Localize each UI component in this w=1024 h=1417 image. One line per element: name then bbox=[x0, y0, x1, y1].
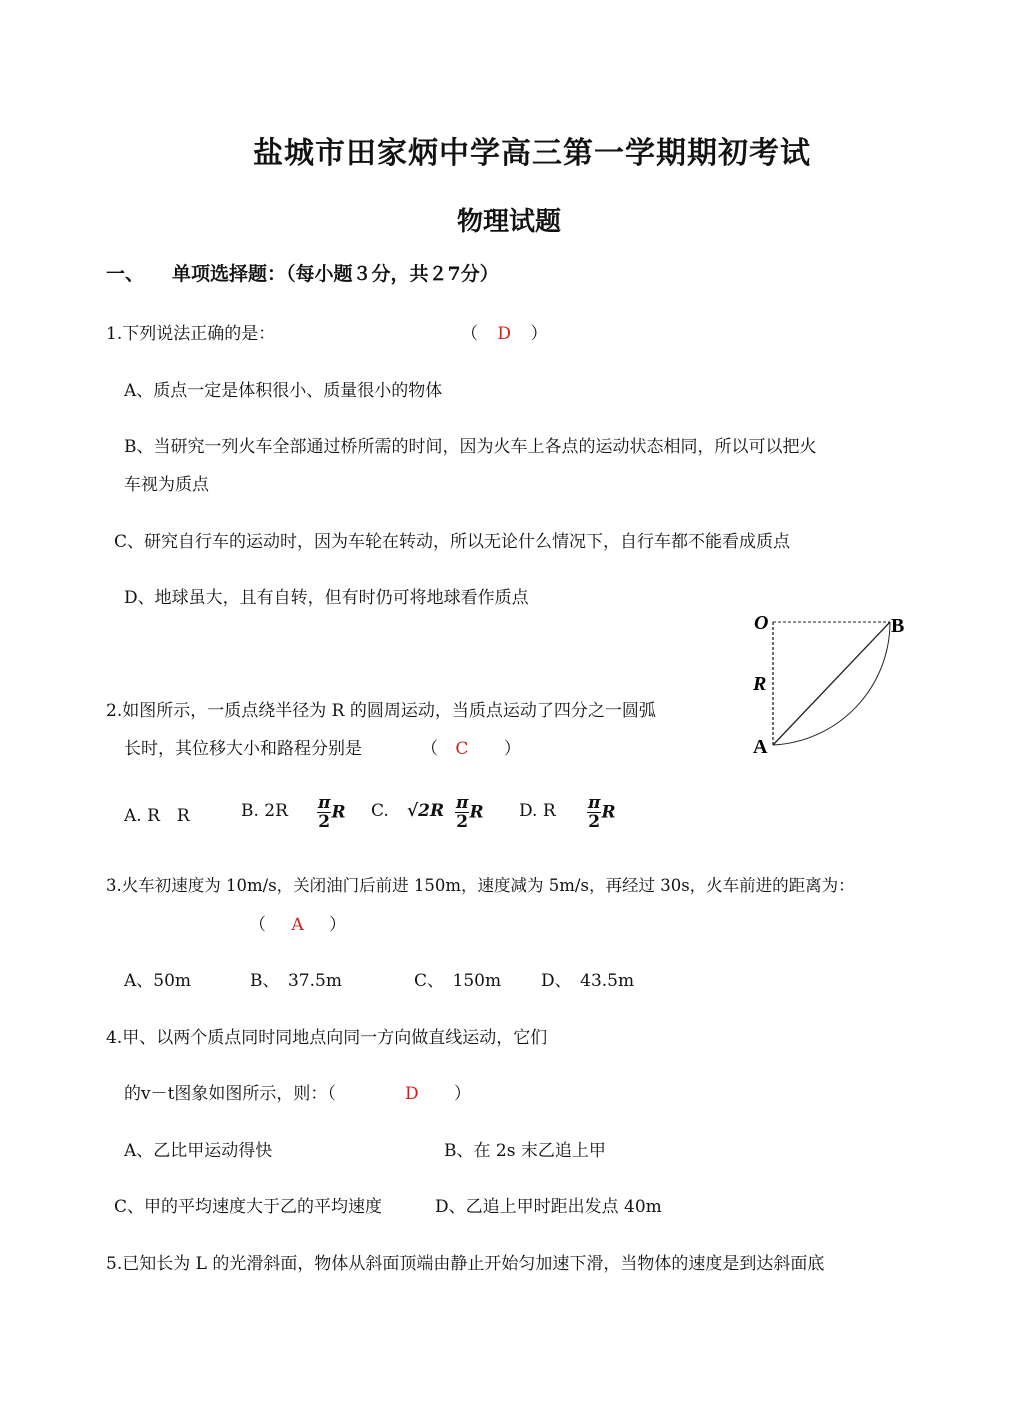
q2-stem-line1: 2.如图所示，一质点绕半径为 R 的圆周运动，当质点运动了四分之一圆弧 bbox=[106, 701, 656, 721]
q2-option-b-fraction bbox=[317, 794, 346, 831]
fraction bbox=[455, 794, 469, 831]
q4-option-a: A、乙比甲运动得快 bbox=[124, 1141, 273, 1161]
q2-option-d: D. R bbox=[519, 801, 556, 821]
q3-option-a: A、50m bbox=[124, 971, 192, 991]
q2-option-a: A. R R bbox=[124, 806, 190, 826]
q2-option-c: C. bbox=[371, 801, 389, 821]
page-title: 盐城市田家炳中学高三第一学期期初考试 bbox=[253, 136, 811, 171]
q3-stem: 3.火车初速度为 10m/s，关闭油门后前进 150m，速度减为 5m/s，再经过 30s，火车前进的距离为： bbox=[106, 876, 855, 895]
q3-answer: A bbox=[291, 915, 304, 935]
q2-option-c-fraction bbox=[455, 794, 484, 831]
label-a: A bbox=[753, 736, 768, 758]
page-subtitle: 物理试题 bbox=[457, 207, 562, 237]
q2-stem-line2: 长时，其位移大小和路程分别是 bbox=[124, 739, 362, 759]
label-r: R bbox=[753, 673, 767, 695]
q3-option-d: D、 43.5m bbox=[541, 971, 635, 991]
paren-close: ） bbox=[329, 915, 347, 935]
q4-stem-line1: 4.甲、以两个质点同时同地点向同一方向做直线运动，它们 bbox=[106, 1028, 548, 1048]
q1-option-b-line1: B、当研究一列火车全部通过桥所需的时间，因为火车上各点的运动状态相同，所以可以把火 bbox=[124, 437, 817, 457]
numerator: π bbox=[318, 793, 331, 813]
q5-stem: 5.已知长为 L 的光滑斜面，物体从斜面顶端由静止开始匀加速下滑，当物体的速度是到达斜面底 bbox=[106, 1254, 825, 1274]
q3-option-b: B、 37.5m bbox=[250, 971, 342, 991]
q2-answer-bracket bbox=[421, 734, 521, 759]
section-title: 单项选择题：（每小题３分，共２7分） bbox=[172, 263, 499, 285]
r-symbol: R bbox=[331, 802, 346, 823]
q4-stem-line2: 的v－t图象如图所示，则：（ bbox=[124, 1084, 336, 1104]
quarter-circle-figure bbox=[745, 605, 915, 760]
section-number: 一、 bbox=[106, 263, 145, 285]
q4-answer: D bbox=[405, 1084, 419, 1104]
numerator: π bbox=[456, 793, 469, 813]
q2-option-d-fraction bbox=[587, 794, 616, 831]
paren-close: ） bbox=[503, 739, 521, 759]
paren-open: （ bbox=[249, 915, 266, 935]
numerator: π bbox=[588, 793, 601, 813]
paren-open: （ bbox=[421, 739, 438, 759]
q2-answer: C bbox=[455, 739, 469, 759]
q1-option-a: A、质点一定是体积很小、质量很小的物体 bbox=[124, 381, 443, 401]
q3-option-c: C、 150m bbox=[414, 971, 502, 991]
q1-answer-bracket bbox=[461, 319, 547, 344]
paren-close: ） bbox=[454, 1084, 472, 1104]
fraction bbox=[587, 794, 601, 831]
denominator: 2 bbox=[588, 812, 601, 832]
q2-option-b: B. 2R bbox=[241, 801, 288, 821]
paren-close: ） bbox=[530, 324, 548, 344]
q1-answer: D bbox=[497, 324, 512, 344]
q1-stem: 1.下列说法正确的是： bbox=[106, 324, 276, 344]
label-b: B bbox=[891, 615, 905, 637]
denominator: 2 bbox=[456, 812, 469, 832]
fraction bbox=[317, 794, 331, 831]
q4-answer-bracket bbox=[405, 1079, 471, 1104]
q3-answer-bracket bbox=[249, 910, 346, 935]
label-o: O bbox=[754, 612, 769, 634]
q4-option-b: B、在 2s 末乙追上甲 bbox=[444, 1141, 606, 1161]
r-symbol: R bbox=[469, 802, 484, 823]
denominator: 2 bbox=[318, 812, 331, 832]
q4-option-d: D、乙追上甲时距出发点 40m bbox=[435, 1197, 662, 1217]
q1-option-b-line2: 车视为质点 bbox=[124, 475, 209, 495]
q1-option-d: D、地球虽大，且有自转，但有时仍可将地球看作质点 bbox=[124, 588, 529, 608]
q1-option-c: C、研究自行车的运动时，因为车轮在转动，所以无论什么情况下，自行车都不能看成质点 bbox=[114, 532, 791, 552]
sqrt2r-expression: √2R bbox=[407, 801, 445, 821]
r-symbol: R bbox=[601, 802, 616, 823]
q4-option-c: C、甲的平均速度大于乙的平均速度 bbox=[114, 1197, 383, 1217]
paren-open: （ bbox=[461, 324, 478, 344]
